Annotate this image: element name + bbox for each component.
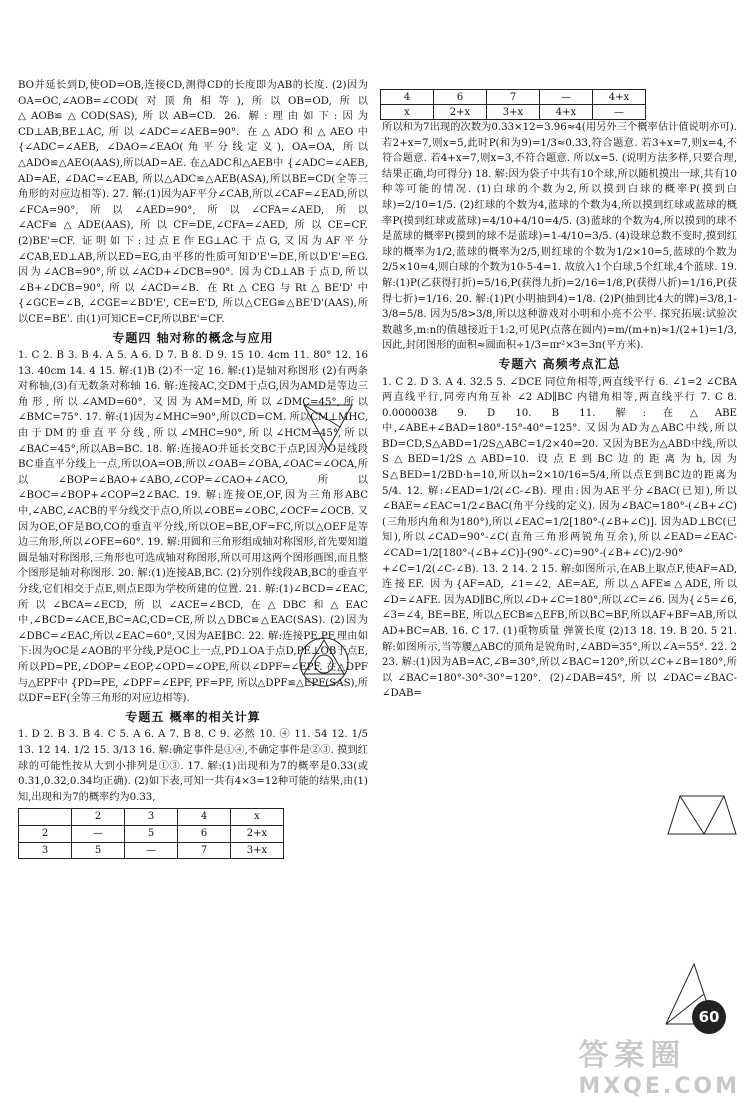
table-cell: 4 [381,90,434,105]
section-title-4: 专题四 轴对称的概念与应用 [112,330,274,345]
table-cell: 4+x [540,105,593,120]
table-cell: — [540,90,593,105]
table-cell: 6 [178,825,231,842]
table-cell: — [72,825,125,842]
table-row [19,825,284,842]
table-cell: 4 [178,809,231,826]
right-column [382,120,737,702]
table-cell: 7 [487,90,540,105]
table-cell: x [231,809,284,826]
watermark-title: 答案圈 [578,1038,687,1073]
table-row [381,90,646,105]
trapezoid-figure [664,790,740,840]
table-cell: 3 [125,809,178,826]
table-cell: — [593,105,646,120]
left-paragraph-3: 1. D 2. B 3. B 4. C 5. A 6. A 7. B 8. C 9. 必然 10. ④ 11. 54 12. 1/5 13. 12 14. 1/2 15. 3/13 16. 解:确定事件是①④,不确定事件是②③. 摸到红球的可能性按从大到小排列是①③. 17. 解:(1)出现和为7的概率是0.33(或0.31,0.32,0.34均正确). (2)如下表,可知一共有4×3=12种可能的结果,由(1)知,出现和为7的概率约为0.33, [18,729,368,803]
table-cell: 5 [125,825,178,842]
circle-triangle-figure [296,634,352,690]
table-cell: 4+x [593,90,646,105]
table-cell: 2 [72,809,125,826]
left-column [18,78,368,862]
table-cell: 2 [19,825,72,842]
table-row [381,105,646,120]
left-paragraph-1: BO并延长到D,使OD=OB,连接CD,测得CD的长度即为AB的长度. (2)因为OA=OC,∠AOB=∠COD(对顶角相等),所以OB=OD,所以△AOB≌△COD(SAS),所以AB=CD. 26. 解:理由如下:因为CD⊥AB,BE⊥AC,所以∠ADC=∠AEB=90°. 在△ADO和△AEO中 {∠ADC=∠AEB, ∠DAO=∠EAO(角平分线定义), OA=OA, 所以△ADO≌△AEO(AAS),所以AD=AE. 在△ADC和△AEB中 {∠ADC=∠AEB, AD=AE, ∠DAC=∠EAB, 所以△ADC≌△AEB(ASA),所以BE=CD(全等三角形的对应边相等). 27. 解:(1)因为AF平分∠CAB,所以∠CAF=∠EAD,所以∠FCA=90°,所以∠AED=90°,所以∠CFA=∠AED,所以∠ACF≌△ADE(AAS),所以CF=DE,∠CFA=∠AED,所以CE=CF. (2)BE'=CF. 证明如下:过点E作EG⊥AC于点G,又因为AF平分∠CAB,ED⊥AB,所以ED=EG,由平移的性质可知D'E'=DE,所以D'E'=EG. 因为∠ACB=90°,所以∠ACD+∠DCB=90°. 因为CD⊥AB于点D,所以∠B+∠DCB=90°,所以∠ACD=∠B. 在Rt△CEG与Rt△BE'D'中 {∠GCE=∠B, ∠CGE=∠BD'E', CE=E'D, 所以△CEG≌△BE'D'(AAS),所以CE=BE'. 由(1)可知CE=CF,所以BE'=CF. [18,80,368,325]
table-cell: 3 [19,842,72,859]
sum-table-left [18,808,284,859]
table-cell: x [381,105,434,120]
table-cell: 2+x [434,105,487,120]
right-paragraph-1: 所以和为7出现的次数为0.33×12=3.96≈4(用另外三个概率估计值说明亦可). 若2+x=7,则x=5,此时P(和为9)=1/3≈0.33,符合题意. 若3+x=7,则x=4,不符合题意. 若4+x=7,则x=3,不符合题意. 所以x=5. (说明方法多样,只要合理,结果正确,均可得分) 18. 解:因为袋子中共有10个球,所以随机摸出一球,共有10种等可能的情况. (1)白球的个数为2,所以摸到白球的概率P(摸到白球)=2/10=1/5. (2)红球的个数为4,蓝球的个数为4,所以摸到红球或蓝球的概率P(摸到红球或蓝球)=4/10+4/10=4/5. (3)蓝球的个数为4,所以摸到的球不是蓝球的概率P(摸到的球不是蓝球)=1-4/10=3/5. (4)设球总数不变时,摸到红球的概率为1/2,蓝球的概率为2/5,则红球的个数为1/2×10=5,蓝球的个数为2/5×10=4,则白球的个数为10-5-4=1. 故放入1个白球,5个红球,4个蓝球. 19. 解:(1)P(乙获得打折)=5/16,P(获得九折)=2/16=1/8,P(获得八折)=1/16,P(获得七折)=1/16. 20. 解:(1)P(小明抽到4)=1/8. (2)P(抽到比4大的牌)=3/8,1-3/8=5/8. 因为5/8>3/8,所以这种游戏对小明和小亮不公平. 探究拓展:试验次数越多,m:n的值越接近于1:2,可见P(点落在圆内)=m/(m+n)≈1/(2+1)=1/3,因此,封闭图形的面积≈圆面积÷1/3=πr²×3=3π(平方米). [382,122,737,352]
page-number-badge: 60 [692,1000,726,1034]
table-cell: — [125,842,178,859]
section-title-5: 专题五 概率的相关计算 [125,709,261,724]
watermark-domain: MXQE.COM [578,1074,740,1099]
section-title-6: 专题六 高频考点汇总 [498,356,621,371]
table-row [19,842,284,859]
left-paragraph-2: 1. C 2. B 3. B 4. A 5. A 6. D 7. B 8. D 9. 15 10. 4cm 11. 80° 12. 16 13. 40cm 14. 4 15. 解:(1)B (2)不一定 16. 解:(1)是轴对称图形 (2)有两条对称轴,(3)有无数条对称轴 16. 解:连接AC,交DM于点G,因为AMD是等边三角形,所以∠AMD=60°. 又因为AM=MD,所以∠DMC=45°,所以∠BMC=75°. 17. 解:(1)因为∠MHC=90°,所以CD=CM. 所以CM⊥MHC,由于DM的垂直平分线,所以∠MHC=90°,所以∠HCM=45°,所以∠BAC=45°,所以AB=BC. 18. 解:连接AO并延长交BC于点P,因为O是线段BC垂直平分线上一点,所以OA=OB,所以∠OAB=∠OBA,∠OAC=∠OCA,所以∠BOP=∠BAO+∠ABO,∠COP=∠CAO+∠ACO,所以∠BOC=∠BOP+∠COP=2∠BAC. 19. 解:连接OE,OF,因为三角形ABC中,∠ABC,∠ACB的平分线交于点O,所以∠OBE=∠OBC,∠OCF=∠OCB. 又因为OE,OF是BO,CO的垂直平分线,所以OE=BE,OF=FC,所以△OEF是等边三角形,所以∠OFE=60°. 19. 解:用圆和三角形组成轴对称图形,首先要知道圆是轴对称图形,三角形也可选成轴对称图形,所以可用这两个图形画图,而且整个图形是轴对称图形. 20. 解:(1)连接AB,BC. (2)分别作线段AB,BC的垂直平分线,它们相交于点E,则点E即为学校所建的位置. 21. 解:(1)∠BCD=∠EAC,所以∠BCA=∠ECD,所以∠ACE=∠BCD,在△DBC和△EAC中,∠BCD=∠ACE,BC=AC,CD=CE,所以△DBC≌△EAC(SAS). (2)因为∠DBC=∠EAC,所以∠EAC=60°,又因为AE∥BC. 22. 解:连接PE,PF,理由如下:因为OC是∠AOB的平分线,P是OC上一点,PD⊥OA于点D,PE⊥OB于点E,所以PD=PE,∠DOP=∠EOP,∠OPD=∠OPE,所以∠DPF=∠EPF. 在△DPF与△EPF中 {PD=PE, ∠DPF=∠EPF, PF=PF, 所以△DPF≌△EPF(SAS),所以DF=EF(全等三角形的对应边相等). [18,350,368,705]
table-cell: 3+x [231,842,284,859]
table-cell: 5 [72,842,125,859]
table-cell: 7 [178,842,231,859]
triangle-figure [298,395,358,455]
sum-table-right [380,89,646,120]
table-cell: 2+x [231,825,284,842]
table-cell [19,809,72,826]
table-cell: 3+x [487,105,540,120]
watermark-logo [578,1030,740,1099]
table-row [19,809,284,826]
table-cell: 6 [434,90,487,105]
right-paragraph-2: 1. C 2. D 3. A 4. 32.5 5. ∠DCE 同位角相等,两直线平行 6. ∠1=2 ∠CBA 两直线平行,同旁内角互补 ∠2 AD∥BC 内错角相等,两直线平行 7. C 8. 0.0000038 9. D 10. B 11. 解:在△ABE中,∠ABE+∠BAD=180°-15°-40°=125°. 又因为AD为△ABC中线,所以BD=CD,S△ABD=1/2S△ABC=1/2×40=20. 又因为BE为△ABD中线,所以S△BED=1/2S△ABD=10. 设点E到BC边的距离为h,因为S△BED=1/2BD·h=10,所以h=2×10/16=5/4,所以点E到BC边的距离为5/4. 12. 解:∠EAD=1/2(∠C-∠B). 理由:因为AE平分∠BAC(已知),所以∠BAE=∠EAC=1/2∠BAC(角平分线的定义). 因为∠BAC=180°-(∠B+∠C)(三角形内角和为180°),所以∠EAC=1/2[180°-(∠B+∠C)]. 因为AD⊥BC(已知),所以∠CAD=90°-∠C(直角三角形两锐角互余),所以∠EAD=∠EAC-∠CAD=1/2[180°-(∠B+∠C)]-(90°-∠C)=90°-(∠B+∠C)/2-90°+∠C=1/2(∠C-∠B). 13. 2 14. 2 15. 解:如图所示,在AB上取点F,使AF=AD,连接EF. 因为{AF=AD, ∠1=∠2, AE=AE, 所以△AFE≌△ADE,所以∠D=∠AFE. 因为AD∥BC,所以∠D+∠C=180°,所以∠C=∠6. 因为{∠5=∠6, ∠3=∠4, BE=BE, 所以△ECB≌△EFB,所以BC=BF,所以AF+BF=AB,所以AD+BC=AB. 16. C 17. (1)重物质量 弹簧长度 (2)13 18. 19. B 20. 5 21. 解:如图所示,当等腰△ABC的顶角是锐角时,∠ABD=35°,所以∠A=55°. 22. 2 23. 解:(1)因为AB=AC,∠B=30°,所以∠BAC=120°,所以∠C+∠B=180°,所以∠BAC=180°-30°-30°=120°. (2)∠DAB=45°,所以∠DAC=∠BAC-∠DAB= [382,376,737,700]
